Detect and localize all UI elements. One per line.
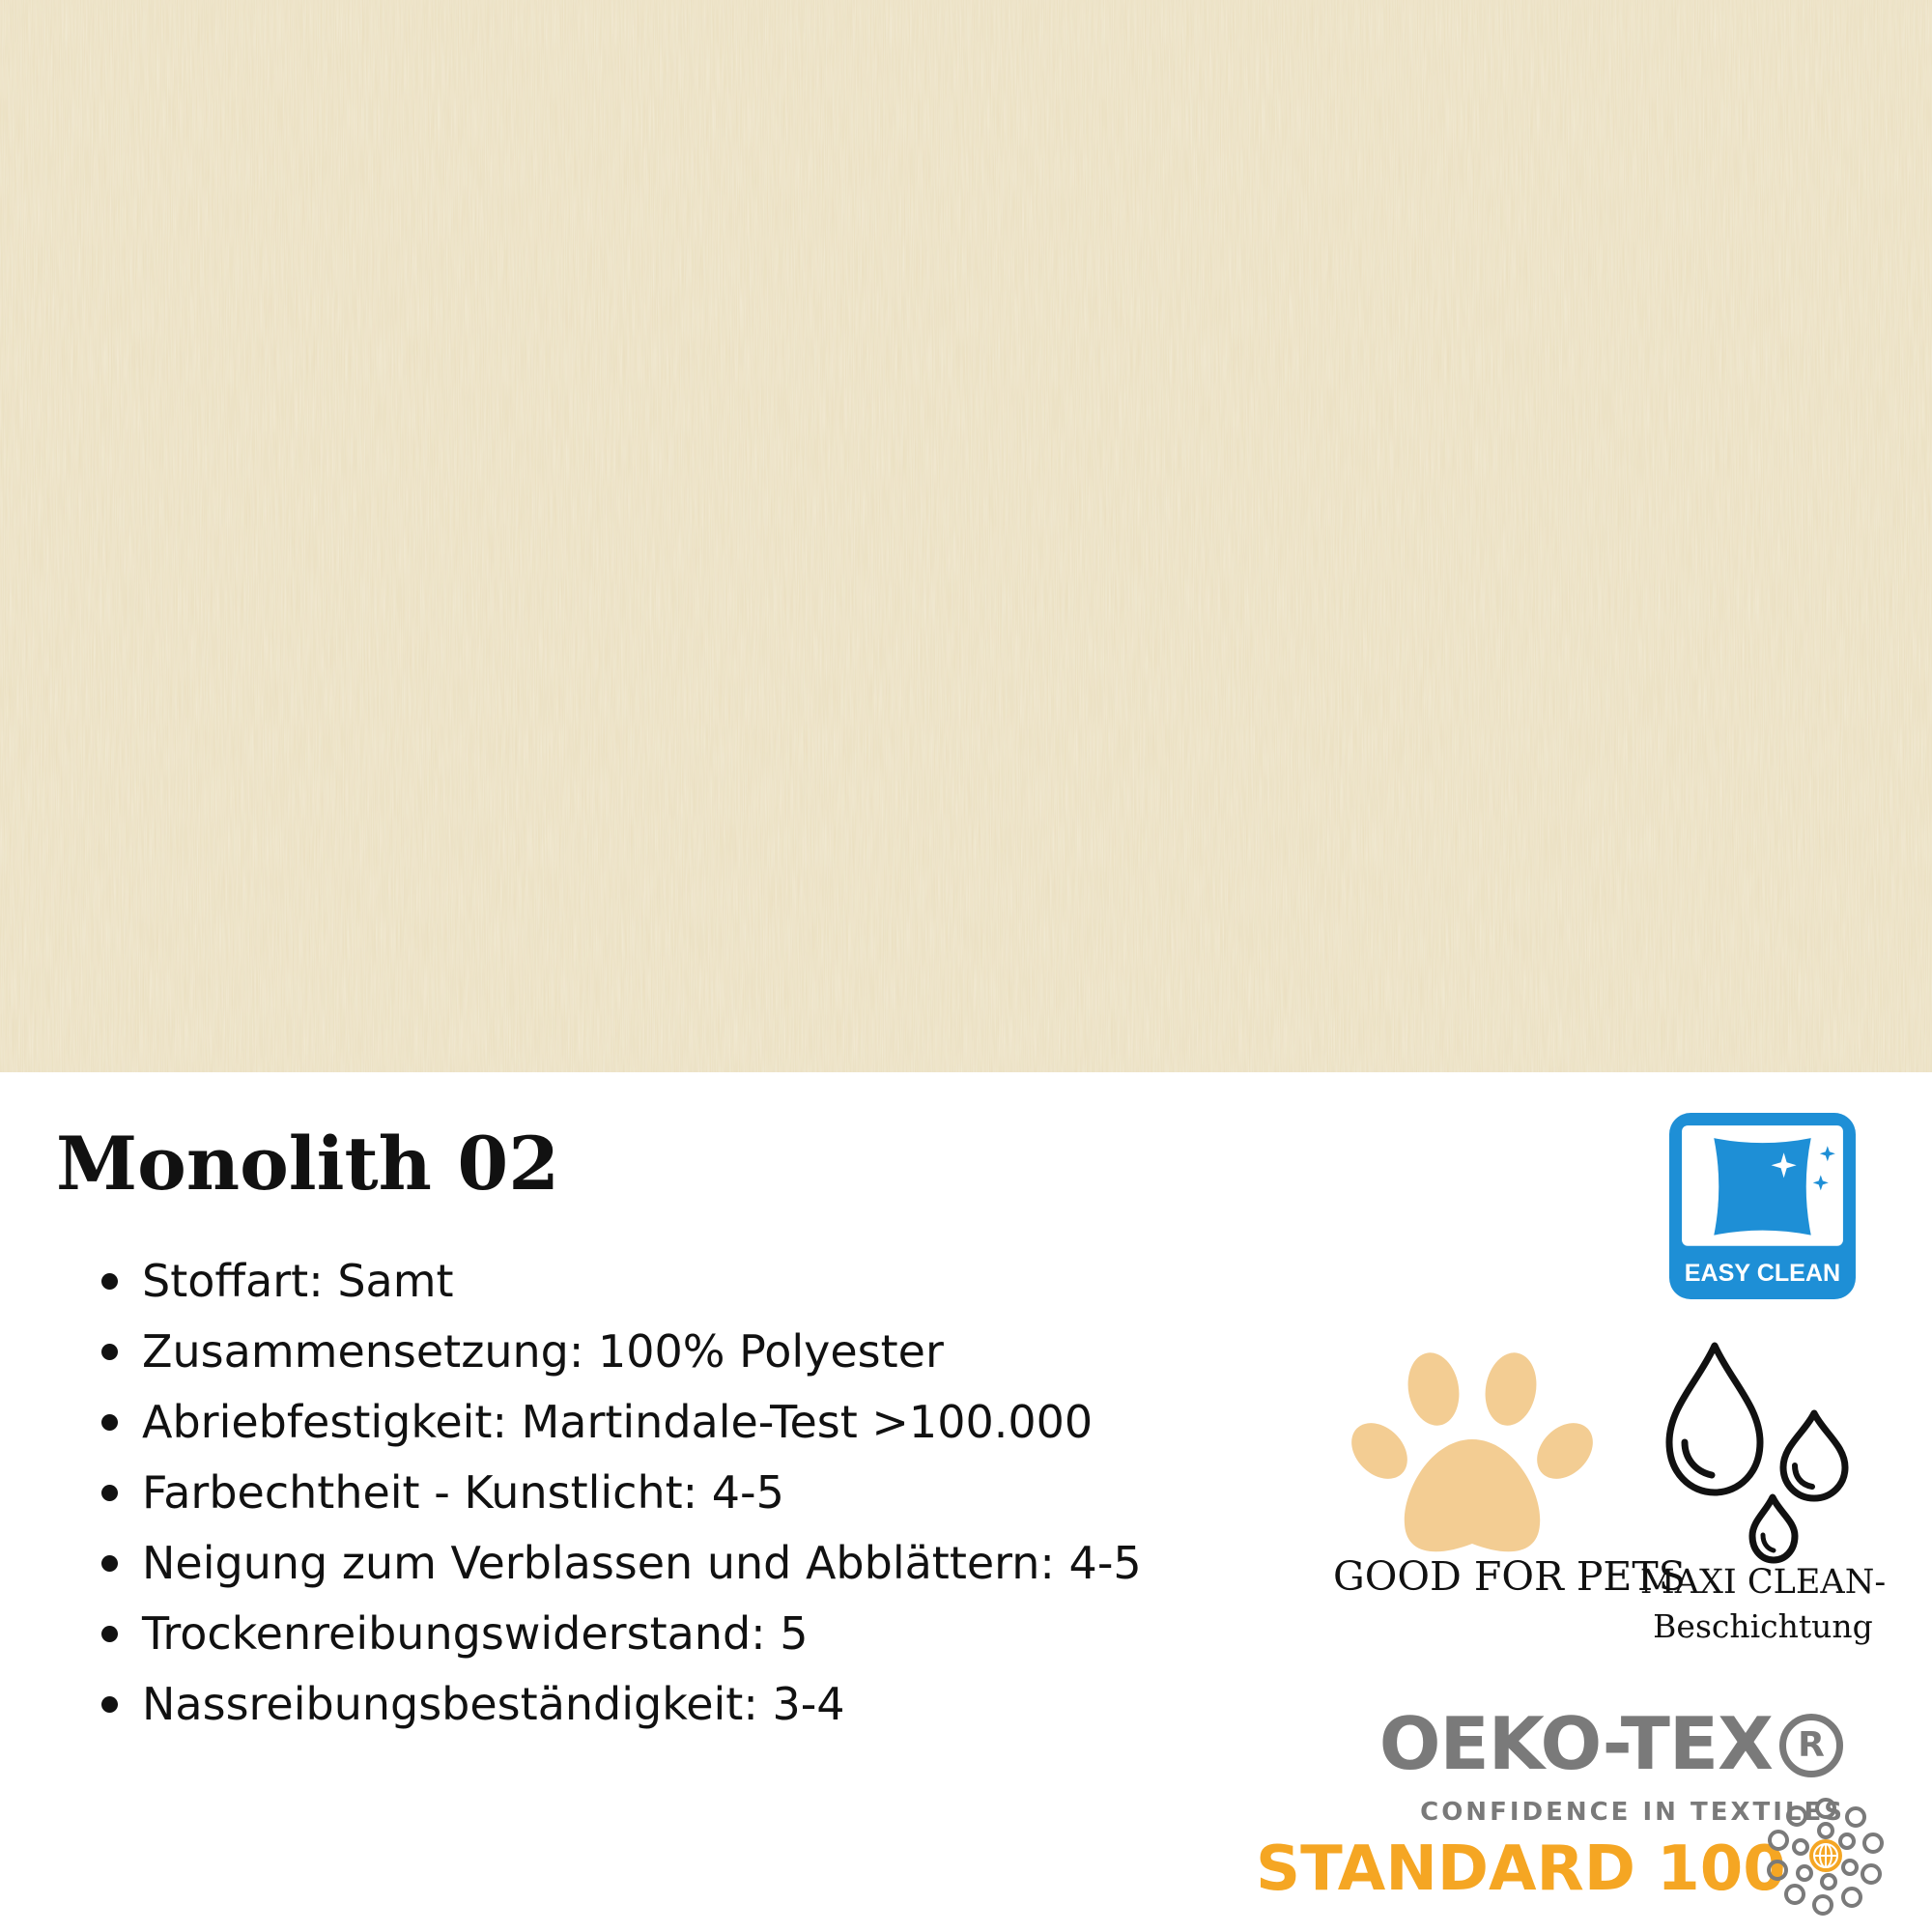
pillow-icon <box>1714 1138 1811 1236</box>
spec-item <box>94 1246 1142 1317</box>
spec-item <box>94 1387 1142 1458</box>
spec-text: Neigung zum Verblassen und Abblättern: 4-5 <box>142 1537 1142 1589</box>
bullet-icon <box>101 1273 118 1290</box>
oeko-tex-name: OEKO-TEX <box>1378 1701 1773 1786</box>
oeko-tex-tagline: CONFIDENCE IN TEXTILES <box>1420 1798 1845 1827</box>
oeko-tex-logo <box>1256 1700 1893 1922</box>
spec-item <box>94 1669 1142 1740</box>
spec-text: Farbechtheit - Kunstlicht: 4-5 <box>142 1466 784 1519</box>
bullet-icon <box>101 1696 118 1713</box>
spec-text: Trockenreibungswiderstand: 5 <box>142 1607 809 1660</box>
maxi-clean-caption-line1: MAXI CLEAN- <box>1639 1563 1887 1602</box>
spec-text: Abriebfestigkeit: Martindale-Test >100.000 <box>142 1396 1094 1448</box>
registered-mark-icon: R <box>1779 1714 1843 1777</box>
easy-clean-badge <box>1665 1109 1860 1303</box>
spec-item <box>94 1528 1142 1599</box>
maxi-clean-caption-line2: Beschichtung <box>1653 1607 1873 1645</box>
spec-list <box>94 1246 1142 1740</box>
paw-icon <box>1349 1343 1596 1565</box>
bullet-icon <box>101 1555 118 1572</box>
bullet-icon <box>101 1626 118 1642</box>
spec-text: Zusammensetzung: 100% Polyester <box>142 1325 944 1378</box>
easy-clean-label: EASY CLEAN <box>1684 1259 1841 1287</box>
spec-text: Stoffart: Samt <box>142 1255 454 1307</box>
oeko-tex-standard: STANDARD 100 <box>1256 1833 1786 1905</box>
pets-caption: GOOD FOR PETS <box>1333 1553 1686 1600</box>
bullet-icon <box>101 1414 118 1431</box>
spec-item <box>94 1317 1142 1387</box>
spec-item <box>94 1599 1142 1669</box>
bullet-icon <box>101 1485 118 1501</box>
spec-item <box>94 1458 1142 1528</box>
maxi-clean-caption <box>1618 1560 1908 1649</box>
oeko-tex-flower-icon <box>1765 1795 1887 1917</box>
water-drops-icon <box>1662 1338 1861 1570</box>
spec-text: Nassreibungsbeständigkeit: 3-4 <box>142 1678 845 1730</box>
product-title: Monolith 02 <box>56 1121 560 1207</box>
bullet-icon <box>101 1344 118 1360</box>
